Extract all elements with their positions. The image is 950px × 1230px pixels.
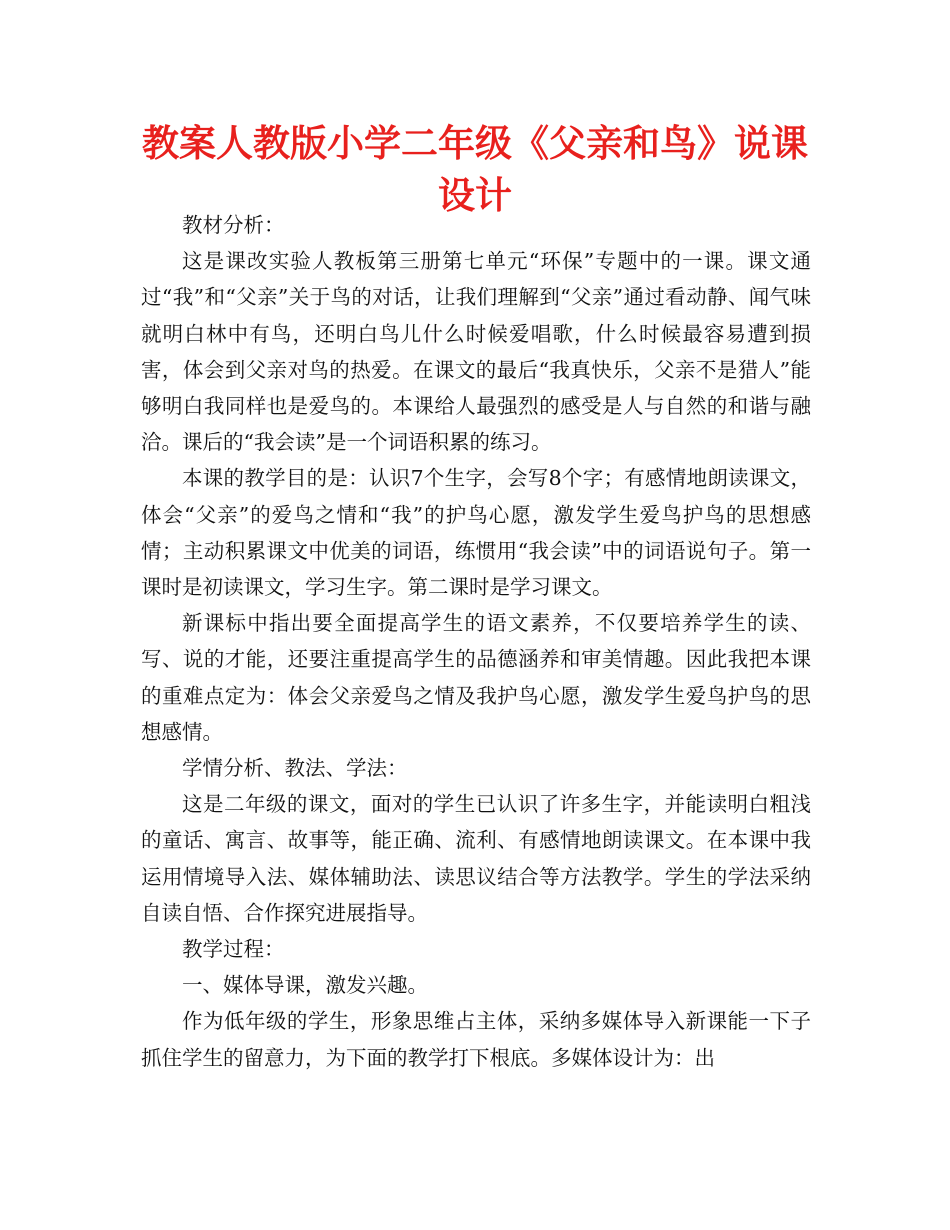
section-heading-teaching-process: 教学过程： — [182, 937, 285, 962]
paragraph-key-difficulties: 新课标中指出要全面提高学生的语文素养，不仅要培养学生的读、写、说的才能，还要注重提高学生的品德涵养和审美情趣。因此我把本课的重难点定为：体会父亲爱鸟之情及我护鸟心愿，激发学生爱鸟护鸟的思想感情。 — [141, 611, 811, 744]
paragraph-teaching-goals: 本课的教学目的是：认识7个生字，会写8个字；有感情地朗读课文，体会“父亲”的爱鸟之情和“我”的护鸟心愿，激发学生爱鸟护鸟的思想感情；主动积累课文中优美的词语，练惯用“我会读”中的词语说句子。第一课时是初读课文，学习生字。第二课时是学习课文。 — [141, 466, 811, 600]
subheading-media-introduction: 一、媒体导课，激发兴趣。 — [182, 973, 428, 998]
section-heading-material-analysis: 教材分析： — [182, 213, 285, 237]
paragraph-media-introduction: 作为低年级的学生，形象思维占主体，采纳多媒体导入新课能一下子抓住学生的留意力，为下面的教学打下根底。多媒体设计为：出 — [141, 1009, 811, 1070]
paragraph-material-analysis: 这是课改实验人教板第三册第七单元“环保”专题中的一课。课文通过“我”和“父亲”关于鸟的对话，让我们理解到“父亲”通过看动静、闻气味就明白林中有鸟，还明白鸟儿什么时候爱唱歌，什么时候最容易遭到损害，体会到父亲对鸟的热爱。在课文的最后“我真快乐，父亲不是猎人”能够明白我同样也是爱鸟的。本课给人最强烈的感受是人与自然的和谐与融洽。课后的“我会读”是一个词语积累的练习。 — [141, 249, 811, 455]
document-body — [141, 207, 811, 1076]
section-heading-learner-analysis: 学情分析、教法、学法： — [182, 756, 408, 781]
document-title: 教案人教版小学二年级《父亲和鸟》说课设计 — [142, 122, 808, 217]
paragraph-learner-analysis: 这是二年级的课文，面对的学生已认识了许多生字，并能读明白粗浅的童话、寓言、故事等，能正确、流利、有感情地朗读课文。在本课中我运用情境导入法、媒体辅助法、读思议结合等方法教学。学生的学法采纳自读自悟、合作探究进展指导。 — [141, 792, 811, 925]
